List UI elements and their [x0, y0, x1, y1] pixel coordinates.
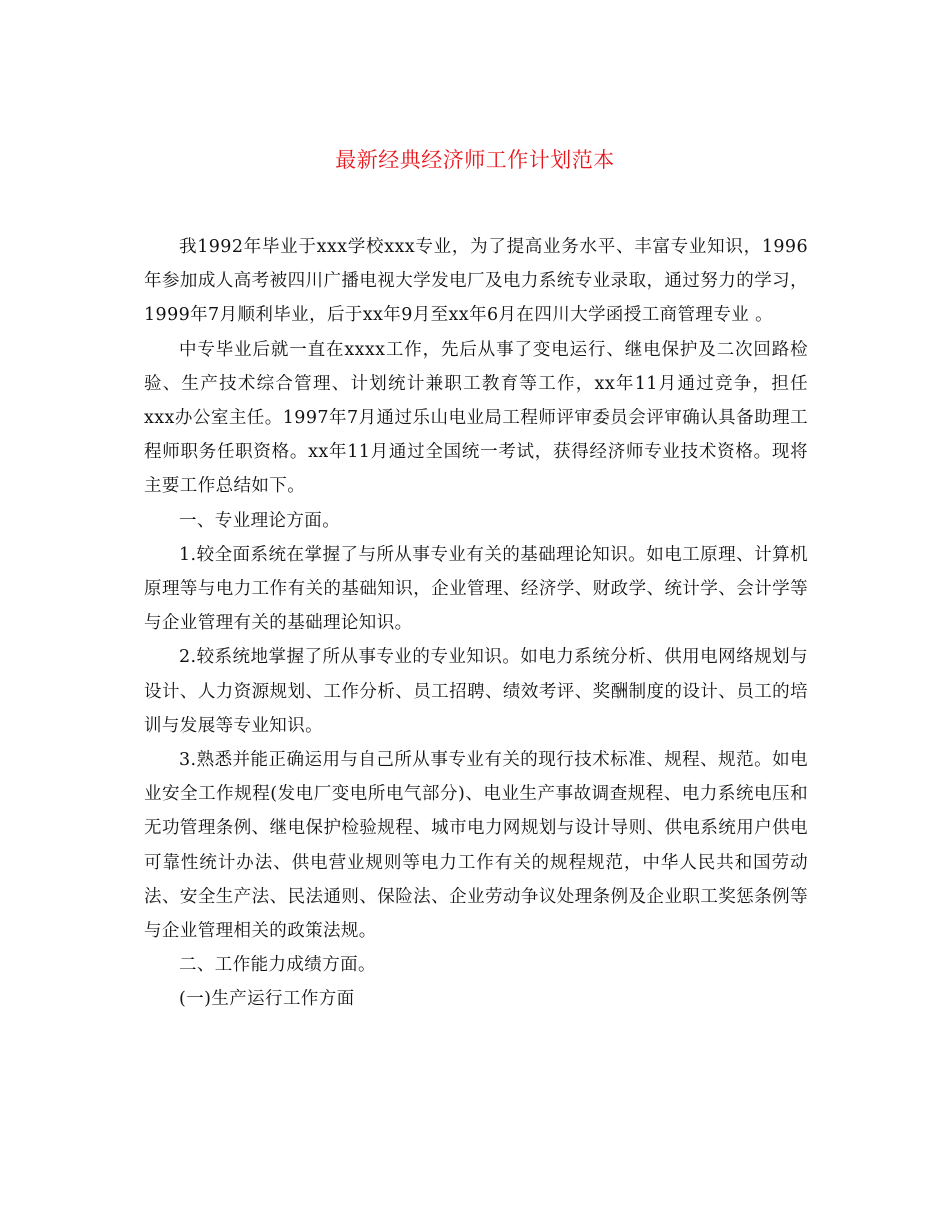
- paragraph-theory-3: 3.熟悉并能正确运用与自己所从事专业有关的现行技术标准、规程、规范。如电业安全工作规程(发电厂变电所电气部分)、电业生产事故调查规程、电力系统电压和无功管理条例、继电保护检验规程、城市电力网规划与设计导则、供电系统用户供电可靠性统计办法、供电营业规则等电力工作有关的规程规范，中华人民共和国劳动法、安全生产法、民法通则、保险法、企业劳动争议处理条例及企业职工奖惩条例等与企业管理相关的政策法规。: [144, 750, 808, 942]
- subsection-heading-production: (一)生产运行工作方面: [179, 989, 355, 1010]
- paragraph-education: 我1992年毕业于xxx学校xxx专业，为了提高业务水平、丰富专业知识，1996年参加成人高考被四川广播电视大学发电厂及电力系统专业录取，通过努力的学习，1999年7月顺利毕业，后于xx年9月至xx年6月在四川大学函授工商管理专业 。: [144, 237, 808, 326]
- paragraph-theory-1: 1.较全面系统在掌握了与所从事专业有关的基础理论知识。如电工原理、计算机原理等与电力工作有关的基础知识，企业管理、经济学、财政学、统计学、会计学等与企业管理有关的基础理论知识。: [144, 544, 808, 634]
- paragraph-work-history: 中专毕业后就一直在xxxx工作，先后从事了变电运行、继电保护及二次回路检验、生产技术综合管理、计划统计兼职工教育等工作，xx年11月通过竞争，担任xxx办公室主任。1997年7月通过乐山电业局工程师评审委员会评审确认具备助理工程师职务任职资格。xx年11月通过全国统一考试，获得经济师专业技术资格。现将主要工作总结如下。: [144, 339, 808, 497]
- document-body: [144, 230, 808, 1017]
- section-heading-theory: 一、专业理论方面。: [179, 510, 341, 531]
- document-title: 最新经典经济师工作计划范本: [335, 148, 615, 172]
- paragraph-theory-2: 2.较系统地掌握了所从事专业的专业知识。如电力系统分析、供用电网络规划与设计、人力资源规划、工作分析、员工招聘、绩效考评、奖酬制度的设计、员工的培训与发展等专业知识。: [144, 647, 808, 736]
- section-heading-ability: 二、工作能力成绩方面。: [179, 955, 376, 976]
